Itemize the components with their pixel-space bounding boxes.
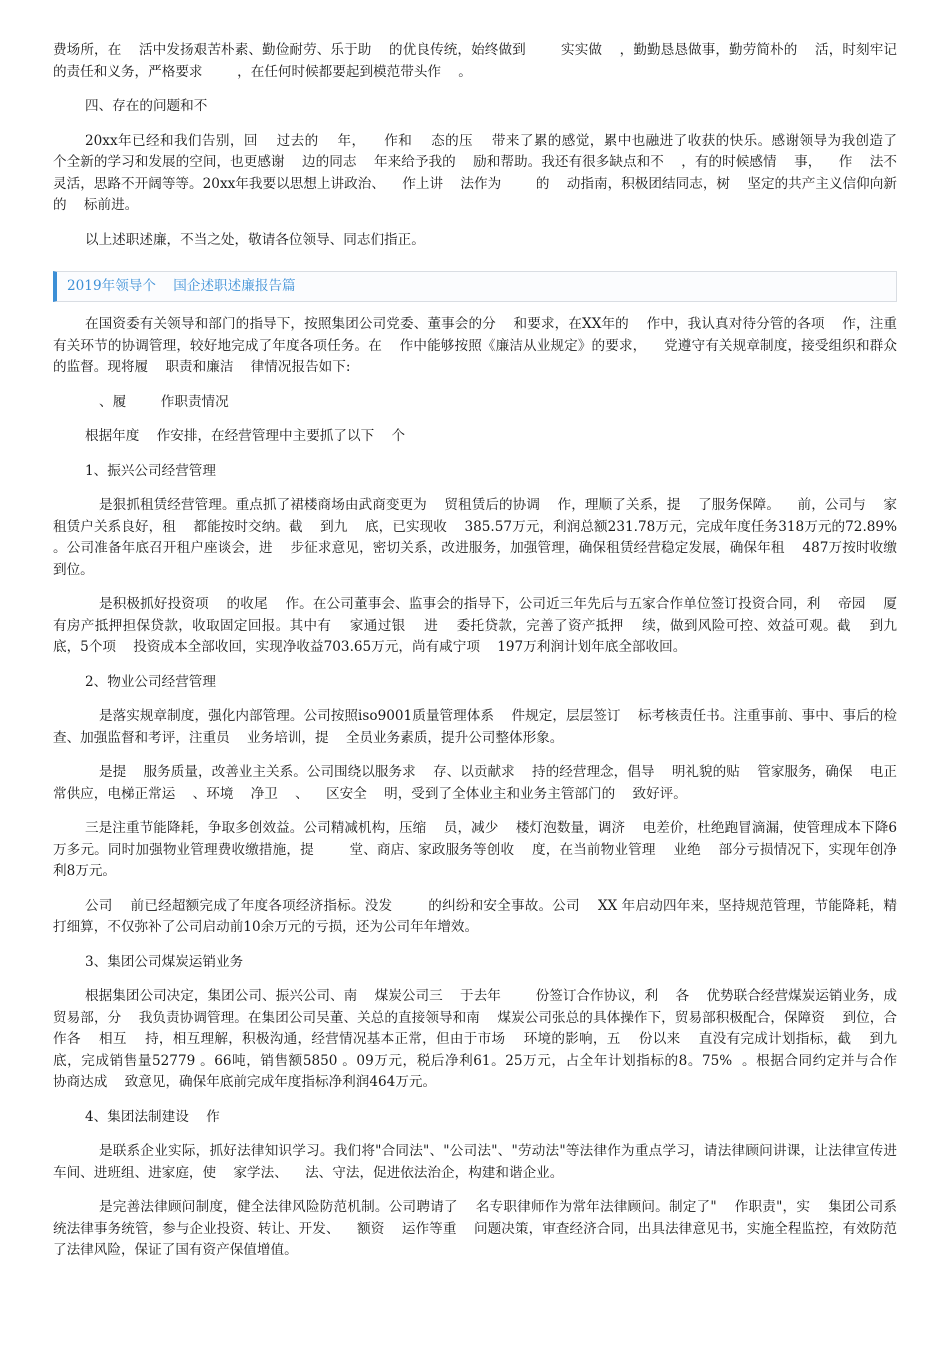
section-heading: 四、存在的问题和不 <box>85 98 208 114</box>
paragraph: 费场所，在 活中发扬艰苦朴素、勤俭耐劳、乐于助 的优良传统，始终做到 实实做 ，勤勤恳恳做事，勤劳简朴的 活，时刻牢记 的责任和义务，严格要求 ，在任何时候都要起到模范带头作 。 <box>53 42 932 80</box>
paragraph: 是完善法律顾问制度，健全法律风险防范机制。公司聘请了 名专职律师作为常年法律顾问。制定了" 作职责"，实 集团公司系统法律事务统管，参与企业投资、转让、开发、 额资 运作等重 问题决策，审查经济合同，出具法律意见书，实施全程监控，有效防范了法律风险，保证了国有资产保值增值。 <box>53 1199 897 1258</box>
paragraph: 根据集团公司决定，集团公司、振兴公司、南 煤炭公司三 于去年 份签订合作协议，利 各 优势联合经营煤炭运销业务，成 贸易部，分 我负责协调管理。在集团公司吴董、关总的直接领导和南 煤炭公司张总的具体操作下，贸易部积极配合，保障资 到位，合作各 相互 持，相互理解，积极沟通，经营情况基本正常，但由于市场 环境的影响，五 份以来 直没有完成计划指标，截 到九 底，完成销售量52779 。66吨，销售额5850 。09万元，税后净利61。25万元，占全年计划指标的8。75% 。根据合同约定并与合作 协商达成 致意见，确保年底前完成年度指标净利润464万元。 <box>53 988 915 1090</box>
subsection-heading: 1、振兴公司经营管理 <box>85 462 216 479</box>
paragraph: 是提 服务质量，改善业主关系。公司围绕以服务求 存、以贡献求 持的经营理念，倡导 明礼貌的贴 管家服务，确保 电正常供应，电梯正常运 、环境 净卫 、 区安全 明，受到了全体业主和业务主管部门的 致好评。 <box>53 764 897 802</box>
paragraph: 三是注重节能降耗，争取多创效益。公司精减机构，压缩 员，减少 楼灯泡数量，调济 电差价，杜绝跑冒滴漏，使管理成本下降6万多元。同时加强物业管理费收缴措施，提 堂、商店、家政服务等创收 度，在当前物业管理 业绝 部分亏损情况下，实现年创净利8万元。 <box>53 820 897 879</box>
paragraph: 在国资委有关领导和部门的指导下，按照集团公司党委、董事会的分 和要求，在XX年的 作中，我认真对待分管的各项 作，注重有关环节的协调管理，较好地完成了年度各项任务。在 作中能够按照《廉洁从业规定》的要求， 党遵守有关规章制度，接受组织和群众的监督。现将履 职责和廉洁 律情况报告如下: <box>53 316 897 375</box>
subsection-heading: 3、集团公司煤炭运销业务 <box>85 953 244 970</box>
section-title-bar <box>53 271 897 302</box>
paragraph: 公司 前已经超额完成了年度各项经济指标。没发 的纠纷和安全事故。公司 XX 年启动四年来，坚持规范管理，节能降耗，精打细算，不仅弥补了公司启动前10余万元的亏损，还为公司年年增效。 <box>53 897 897 935</box>
section-heading: 、履 作职责情况 <box>99 393 229 410</box>
paragraph: 是积极抓好投资项 的收尾 作。在公司董事会、监事会的指导下，公司近三年先后与五家合作单位签订投资合同，利 帝园 厦 有房产抵押担保贷款，收取固定回报。其中有 家通过银 进 委托贷款，完善了资产抵押 续，做到风险可控、效益可观。截 到九 底，5个项 投资成本全部收回，实现净收益703.65万元，尚有咸宁项 197万利润计划年底全部收回。 <box>53 596 915 655</box>
paragraph: 是联系企业实际，抓好法律知识学习。我们将"合同法"、"公司法"、"劳动法"等法律作为重点学习，请法律顾问讲课，让法律宣传进车间、进班组、进家庭，使 家学法、 法、守法，促进依法治企，构建和谐企业。 <box>53 1143 897 1181</box>
paragraph: 以上述职述廉，不当之处，敬请各位领导、同志们指正。 <box>85 231 425 248</box>
paragraph: 根据年度 作安排，在经营管理中主要抓了以下 个 <box>85 428 406 444</box>
subsection-heading: 4、集团法制建设 作 <box>85 1108 220 1125</box>
subsection-heading: 2、物业公司经营管理 <box>85 673 216 690</box>
paragraph: 是落实规章制度，强化内部管理。公司按照iso9001质量管理体系 件规定，层层签订 标考核责任书。注重事前、事中、事后的检查、加强监督和考评，注重员 业务培训，提 全员业务素质，提升公司整体形象。 <box>53 708 897 746</box>
section-title: 2019年领导个 国企述职述廉报告篇 <box>67 277 296 294</box>
paragraph: 是狠抓租赁经营管理。重点抓了裙楼商场由武商变更为 贸租赁后的协调 作，理顺了关系，提 了服务保障。 前，公司与 家租赁户关系良好，租 都能按时交纳。截 到九 底，已实现收 385.57万元，利润总额231.78万元，完成年度任务318万元的72.89% 。公司准备年底召开租户座谈会，进 步征求意见，密切关系，改进服务，加强管理，确保租赁经营稳定发展，确保年租 487万按时收缴到位。 <box>53 497 906 578</box>
paragraph: 20xx年已经和我们告别，回 过去的 年， 作和 态的压 带来了累的感觉，累中也融进了收获的快乐。感谢领导为我创造了 个全新的学习和发展的空间，也更感谢 边的同志 年来给予我的 励和帮助。我还有很多缺点和不 ，有的时候感情 事， 作 法不灵活，思路不开阔等等。20xx年我要以思想上讲政治、 作上讲 法作为 的 动指南，积极团结同志，树 坚定的共产主义信仰向新的 标前进。 <box>53 132 915 213</box>
